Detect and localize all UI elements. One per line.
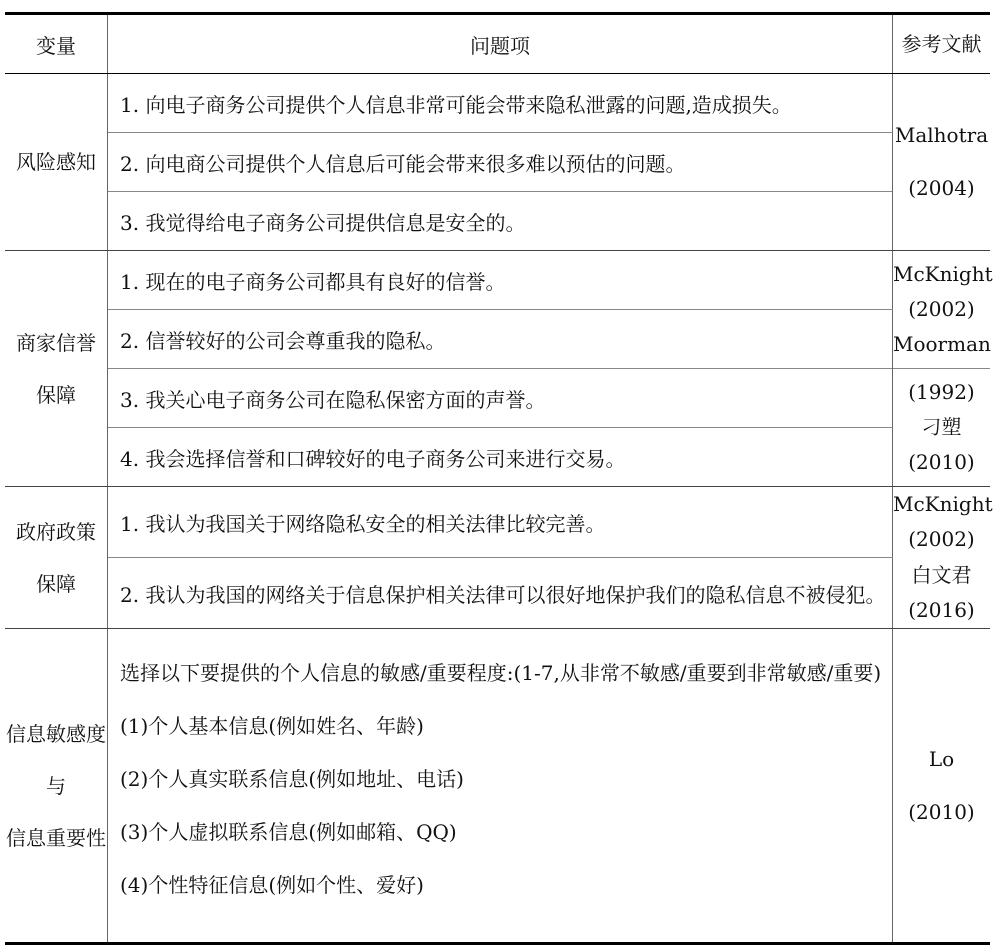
question-item: (3)个人虚拟联系信息(例如邮箱、QQ)	[120, 820, 457, 844]
reference-line: McKnight	[893, 262, 993, 286]
reference-line: Lo	[928, 746, 955, 771]
variable-cell	[5, 74, 108, 251]
table-row	[5, 428, 990, 487]
question-item: 1. 向电子商务公司提供个人信息非常可能会带来隐私泄露的问题,造成损失。	[108, 74, 893, 133]
reference-cell	[893, 629, 991, 944]
table-row	[5, 310, 990, 369]
question-item: 3. 我觉得给电子商务公司提供信息是安全的。	[108, 192, 893, 251]
question-item: (4)个性特征信息(例如个性、爱好)	[120, 873, 424, 897]
reference-line: (2002)	[908, 297, 975, 321]
table-row	[5, 629, 990, 944]
header-row	[5, 14, 990, 74]
question-item: 1. 现在的电子商务公司都具有良好的信誉。	[108, 251, 893, 310]
question-item: 3. 我关心电子商务公司在隐私保密方面的声誉。	[108, 369, 893, 428]
variable-label: 风险感知	[16, 150, 96, 174]
reference-line: 白文君	[911, 562, 972, 587]
reference-line: (2016)	[908, 597, 975, 622]
variable-cell	[5, 487, 108, 629]
table-row	[5, 74, 990, 133]
question-item: (1)个人基本信息(例如姓名、年龄)	[120, 714, 424, 738]
reference-line: 刁塑	[921, 415, 962, 439]
question-item: 1. 我认为我国关于网络隐私安全的相关法律比较完善。	[108, 487, 893, 558]
variable-label: 商家信誉	[16, 330, 96, 355]
variable-cell	[5, 251, 108, 487]
table-row	[5, 487, 990, 558]
table-row	[5, 369, 990, 428]
variable-label: 保障	[36, 571, 76, 596]
table-row	[5, 192, 990, 251]
reference-line: (1992)	[908, 380, 975, 404]
reference-cell	[893, 251, 991, 369]
variable-label: 保障	[36, 382, 76, 407]
table-row	[5, 558, 990, 629]
question-item: 4. 我会选择信誉和口碑较好的电子商务公司来进行交易。	[108, 428, 893, 487]
question-item-block	[108, 629, 893, 944]
question-item: 选择以下要提供的个人信息的敏感/重要程度:(1-7,从非常不敏感/重要到非常敏感/重要)	[120, 661, 882, 685]
reference-line: (2010)	[908, 450, 975, 474]
question-item: (2)个人真实联系信息(例如地址、电话)	[120, 767, 464, 791]
variable-cell	[5, 629, 108, 944]
question-item: 2. 我认为我国的网络关于信息保护相关法律可以很好地保护我们的隐私信息不被侵犯。	[108, 558, 893, 629]
variable-label: 政府政策	[16, 519, 96, 544]
survey-table	[5, 12, 993, 945]
reference-line: Malhotra	[894, 123, 989, 147]
header-question: 问题项	[108, 14, 893, 74]
header-variable: 变量	[5, 14, 108, 74]
reference-cell	[893, 487, 991, 558]
question-item: 2. 信誉较好的公司会尊重我的隐私。	[108, 310, 893, 369]
reference-cell	[893, 369, 991, 487]
reference-line: Moorman	[893, 332, 991, 356]
reference-line: McKnight	[893, 492, 993, 517]
header-reference: 参考文献	[893, 14, 991, 74]
reference-line: (2004)	[908, 176, 975, 200]
question-item: 2. 向电商公司提供个人信息后可能会带来很多难以预估的问题。	[108, 133, 893, 192]
variable-label: 信息敏感度与	[6, 721, 106, 798]
table-row	[5, 251, 990, 310]
reference-line: (2010)	[908, 799, 975, 824]
reference-cell	[893, 558, 991, 629]
reference-cell	[893, 74, 991, 251]
variable-label: 信息重要性	[6, 825, 106, 850]
table-row	[5, 133, 990, 192]
reference-line: (2002)	[908, 527, 975, 552]
